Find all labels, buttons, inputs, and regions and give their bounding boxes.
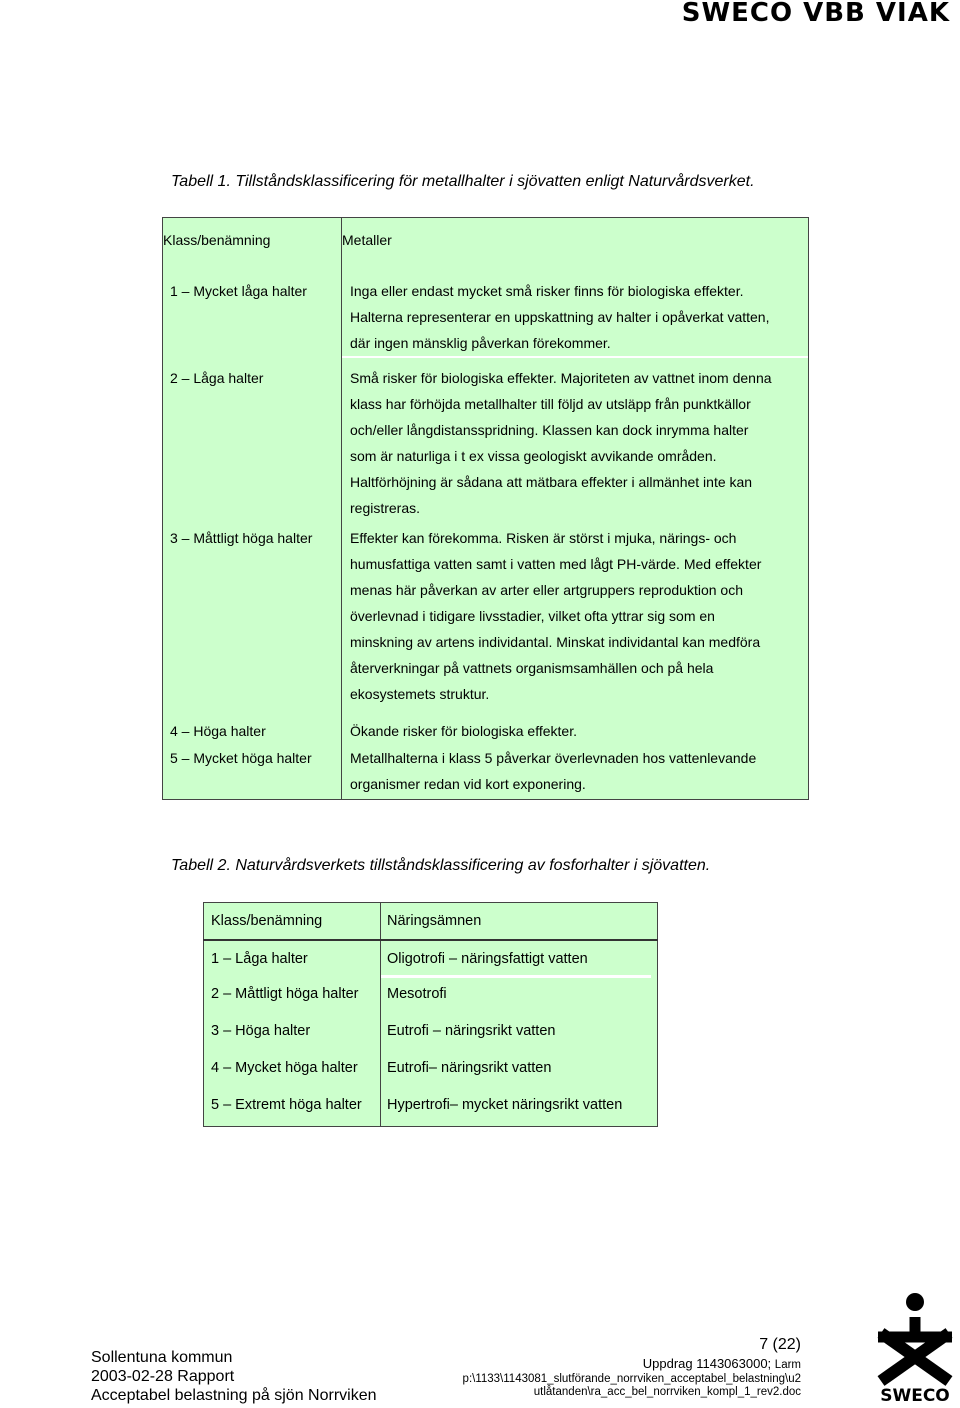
- table-row: [163, 270, 809, 356]
- description-line: Små risker för biologiska effekter. Majoriteten av vattnet inom denna: [350, 370, 772, 386]
- brand-header: SWECO VBB VIAK: [681, 0, 950, 28]
- larm-label: Larm: [774, 1359, 801, 1371]
- assignment-number: Uppdrag 1143063000;: [642, 1356, 772, 1371]
- nutrient-cell: Hypertrofi– mycket näringsrikt vatten: [387, 1097, 623, 1113]
- description-line: överlevnad i tidigare livsstadier, vilket ofta yttrar sig som en: [350, 608, 715, 624]
- nutrient-cell: Mesotrofi: [387, 986, 447, 1002]
- description-cell: [342, 707, 808, 744]
- table-row: [163, 356, 809, 521]
- table-row: [163, 707, 809, 744]
- description-line: återverkningar på vattnets organismsamhällen och på hela: [350, 660, 714, 676]
- footer-left: [91, 1348, 377, 1405]
- description-line: Ökande risker för biologiska effekter.: [350, 723, 577, 739]
- description-cell: [342, 521, 808, 707]
- page-number: 7 (22): [759, 1336, 801, 1353]
- footer-right: [463, 1334, 801, 1398]
- description-line: klass har förhöjda metallhalter till följd av utsläpp från punktkällor: [350, 396, 751, 412]
- assignment-line: [463, 1356, 801, 1373]
- footer-title: Acceptabel belastning på sjön Norrviken: [91, 1387, 377, 1404]
- description-line: organismer redan vid kort exponering.: [350, 776, 586, 792]
- description-line: Effekter kan förekomma. Risken är störst i mjuka, närings- och: [350, 530, 737, 546]
- description-line: Halterna representerar en uppskattning av halter i opåverkat vatten,: [350, 309, 770, 325]
- table-row: [204, 978, 658, 1015]
- file-path: utlåtanden\ra_acc_bel_norrviken_kompl_1_rev2.doc: [533, 1385, 801, 1398]
- description-line: menas här påverkan av arter eller artgruppers reproduktion och: [350, 582, 743, 598]
- sweco-logo: [874, 1293, 956, 1403]
- table-row: [204, 940, 658, 978]
- description-line: ekosystemets struktur.: [350, 686, 490, 702]
- description-line: minskning av artens individantal. Minskat individantal kan medföra: [350, 634, 761, 650]
- description-line: där ingen mänsklig påverkan förekommer.: [350, 335, 611, 351]
- table1-caption: Tabell 1. Tillståndsklassificering för metallhalter i sjövatten enligt Naturvårdsverket.: [171, 173, 755, 190]
- nutrient-cell: Oligotrofi – näringsfattigt vatten: [381, 941, 651, 978]
- template-code: [0, 1224, 1, 1295]
- class-cell: 3 – Måttligt höga halter: [170, 530, 313, 546]
- metal-classification-table: [162, 217, 809, 800]
- table-row: [163, 744, 809, 800]
- description-line: registreras.: [350, 500, 421, 516]
- class-cell: 2 – Låga halter: [170, 370, 264, 386]
- table2-caption: Tabell 2. Naturvårdsverkets tillståndsklassificering av fosforhalter i sjövatten.: [171, 857, 711, 874]
- column-header: Metaller: [342, 232, 392, 248]
- class-cell: 1 – Låga halter: [211, 951, 308, 967]
- description-line: Haltförhöjning är sådana att mätbara effekter i allmänhet inte kan: [350, 474, 753, 490]
- column-header: Näringsämnen: [387, 913, 482, 929]
- description-line: Metallhalterna i klass 5 påverkar överlevnaden hos vattenlevande: [350, 750, 757, 766]
- table-header-row: [204, 903, 658, 941]
- class-cell: 3 – Höga halter: [211, 1023, 311, 1039]
- footer-client: Sollentuna kommun: [91, 1349, 233, 1366]
- class-cell: 4 – Mycket höga halter: [211, 1060, 358, 1076]
- description-cell: [342, 744, 808, 799]
- table-header-row: [163, 218, 809, 271]
- phosphorus-classification-table: [203, 902, 658, 1127]
- table-row: [163, 521, 809, 707]
- nutrient-cell: Eutrofi – näringsrikt vatten: [387, 1023, 556, 1039]
- sweco-figure-icon: [874, 1293, 956, 1403]
- description-cell: [342, 270, 808, 356]
- class-cell: 5 – Extremt höga halter: [211, 1097, 362, 1113]
- description-line: Inga eller endast mycket små risker finns för biologiska effekter.: [350, 283, 744, 299]
- description-cell: [342, 356, 808, 521]
- nutrient-cell: Eutrofi– näringsrikt vatten: [387, 1060, 552, 1076]
- description-line: humusfattiga vatten samt i vatten med lågt PH-värde. Med effekter: [350, 556, 762, 572]
- class-cell: 1 – Mycket låga halter: [170, 283, 307, 299]
- class-cell: 4 – Höga halter: [170, 723, 266, 739]
- description-line: och/eller långdistansspridning. Klassen kan dock inrymma halter: [350, 422, 749, 438]
- table-row: [204, 1052, 658, 1089]
- footer-date-type: 2003-02-28 Rapport: [91, 1368, 235, 1385]
- description-line: som är naturliga i t ex vissa geologiskt avvikande områden.: [350, 448, 717, 464]
- class-cell: 2 – Måttligt höga halter: [211, 986, 359, 1002]
- file-path: p:\1133\1143081_slutförande_norrviken_acceptabel_belastning\u2: [462, 1373, 801, 1385]
- logo-wordmark: SWECO: [880, 1386, 950, 1403]
- table-row: [204, 1089, 658, 1127]
- column-header: Klass/benämning: [163, 232, 271, 248]
- column-header: Klass/benämning: [211, 913, 323, 929]
- table-row: [204, 1015, 658, 1052]
- class-cell: 5 – Mycket höga halter: [170, 750, 312, 766]
